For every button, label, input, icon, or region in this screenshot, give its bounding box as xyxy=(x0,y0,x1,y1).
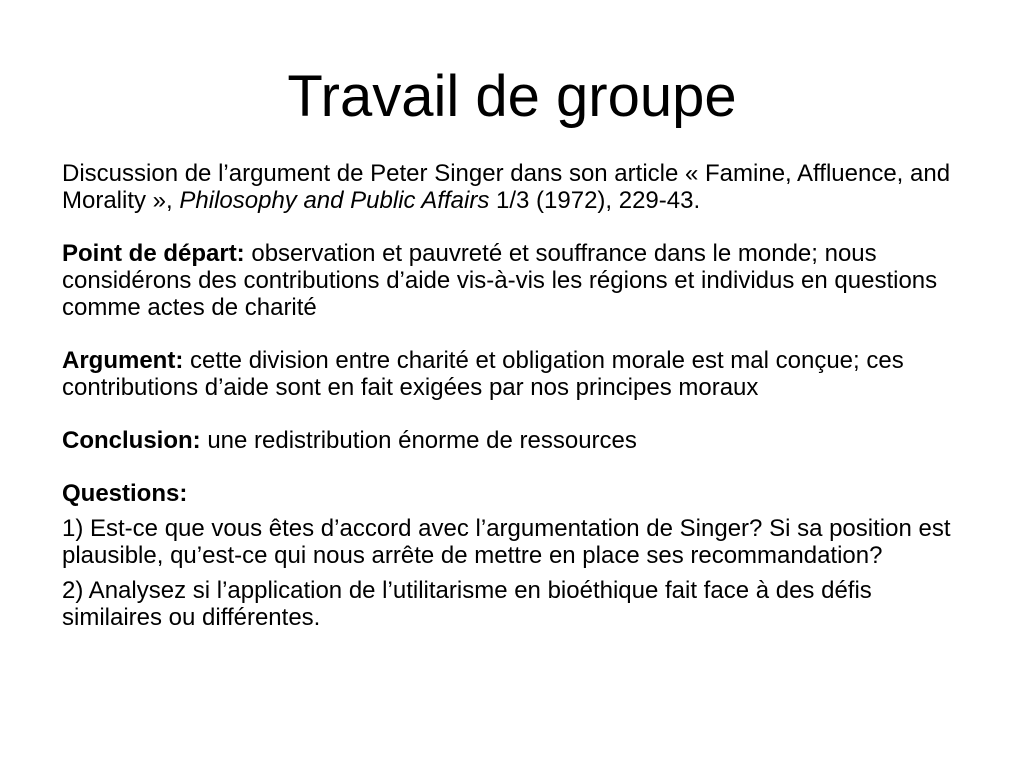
point-de-depart-text: observation et pauvreté et souffrance dans le monde; nous considérons des contributions d’aide vis-à-vis les régions et individus en questions comme actes de charité xyxy=(62,240,938,321)
journal-title: Philosophy and Public Affairs xyxy=(179,187,490,214)
argument-paragraph xyxy=(62,347,972,401)
question-item-1: 1) Est-ce que vous êtes d’accord avec l’argumentation de Singer? Si sa position est plausible, qu’est-ce qui nous arrête de mettre en place ses recommandation? xyxy=(62,515,951,569)
slide-body xyxy=(62,160,972,639)
point-de-depart-paragraph xyxy=(62,240,972,321)
intro-text-after: 1/3 (1972), 229-43. xyxy=(489,187,701,214)
slide-title: Travail de groupe xyxy=(287,64,737,129)
intro-text-before: Discussion de l’argument de Peter Singer dans son article « Famine, Affluence, and Morality », xyxy=(62,160,951,214)
questions-label: Questions: xyxy=(62,480,188,507)
argument-text: cette division entre charité et obligation morale est mal conçue; ces contributions d’aide sont en fait exigées par nos principes moraux xyxy=(62,347,904,401)
intro-paragraph xyxy=(62,160,972,214)
questions-heading xyxy=(62,480,972,507)
conclusion-paragraph xyxy=(62,427,972,454)
argument-label: Argument: xyxy=(62,347,184,374)
point-de-depart-label: Point de départ: xyxy=(62,240,245,267)
conclusion-text: une redistribution énorme de ressources xyxy=(200,427,637,454)
conclusion-label: Conclusion: xyxy=(62,427,201,454)
question-item-2: 2) Analysez si l’application de l’utilitarisme en bioéthique fait face à des défis similaires ou différentes. xyxy=(62,577,872,631)
